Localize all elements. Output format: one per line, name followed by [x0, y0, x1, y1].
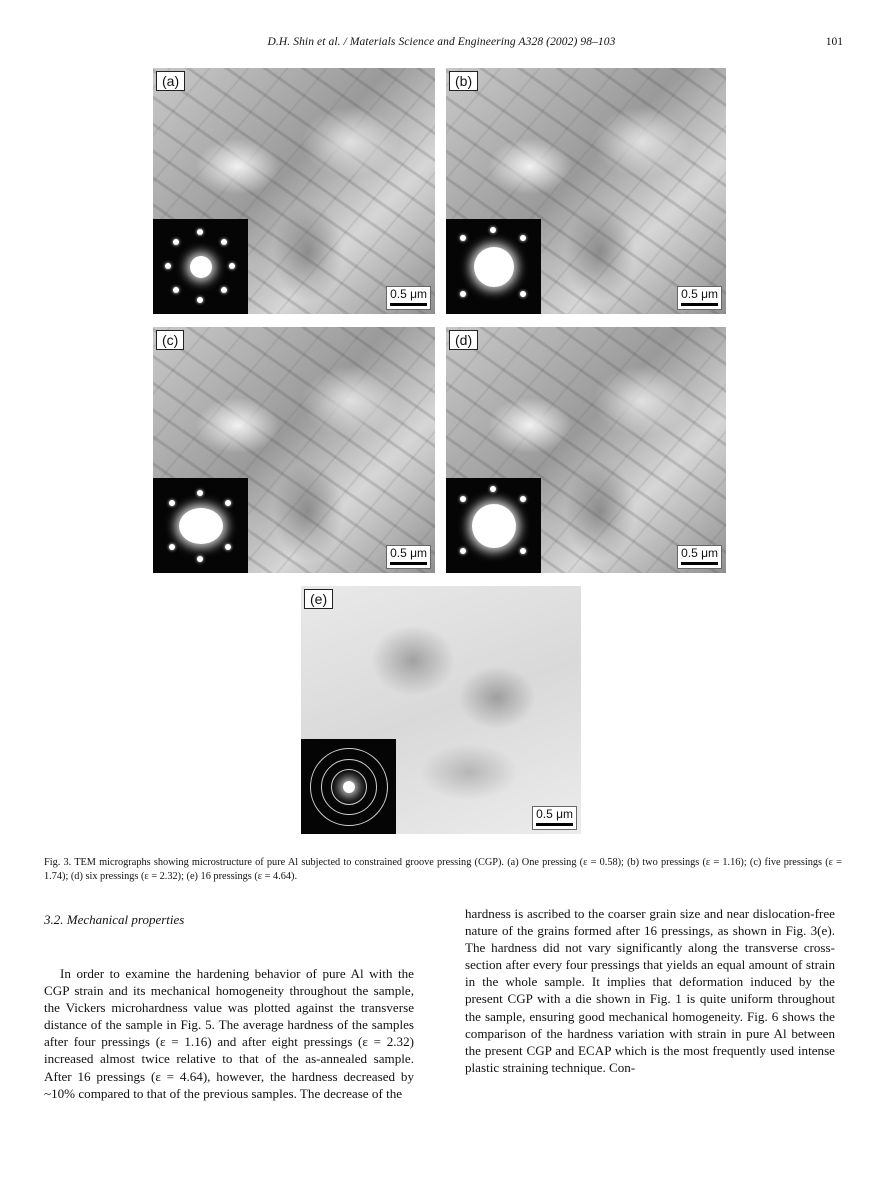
panel-label: (c) [156, 330, 184, 350]
diffraction-pattern-inset [153, 219, 248, 314]
micrograph-panel-a [153, 68, 435, 314]
scale-bar: 0.5 μm [532, 806, 577, 830]
scale-bar: 0.5 μm [386, 286, 431, 310]
scale-bar: 0.5 μm [677, 286, 722, 310]
running-header: D.H. Shin et al. / Materials Science and Engineering A328 (2002) 98–103 [267, 36, 616, 48]
scale-bar: 0.5 μm [386, 545, 431, 569]
section-heading: 3.2. Mechanical properties [44, 912, 185, 927]
figure-caption: Fig. 3. TEM micrographs showing microstructure of pure Al subjected to constrained groove pressing (CGP). (a) One pressing (ε = 0.58); (b) two pressings (ε = 1.16); (c) five pressings (ε = 1.74); (d) six pressings (ε = 2.32); (e) 16 pressings (ε = 4.64). [44, 857, 842, 882]
micrograph-panel-c [153, 327, 435, 573]
panel-label: (e) [304, 589, 333, 609]
micrograph-panel-d [446, 327, 726, 573]
diffraction-pattern-inset [301, 739, 396, 834]
diffraction-pattern-inset [446, 478, 541, 573]
diffraction-pattern-inset [446, 219, 541, 314]
body-text-right-column: hardness is ascribed to the coarser grain size and near dislocation-free nature of the grains formed after 16 pressings, as shown in Fig. 3(e). The hardness did not vary significantly along the transverse cross-section after every four pressings that yields an equal amount of strain in the whole sample. It implies that deformation induced by the present CGP with a die shown in Fig. 1 is quite uniform throughout the sample, ensuring good mechanical homogeneity. Fig. 6 shows the comparison of the hardness variation with strain in pure Al between the present CGP and ECAP which is the most frequently used intense plastic straining technique. Con- [465, 906, 835, 1075]
panel-label: (b) [449, 71, 478, 91]
page-number: 101 [825, 36, 843, 48]
scale-bar: 0.5 μm [677, 545, 722, 569]
body-text-left-column: In order to examine the hardening behavior of pure Al with the CGP strain and its mechanical homogeneity throughout the sample, the Vickers microhardness value was plotted against the transverse distance of the sample in Fig. 5. The average hardness of the samples after four pressings (ε = 1.16) and after eight pressings (ε = 2.32) increased almost twice relative to that of the as-annealed sample. After 16 pressings (ε = 4.64), however, the hardness decreased by ~10% compared to that of the previous samples. The decrease of the [44, 966, 414, 1101]
panel-label: (d) [449, 330, 478, 350]
micrograph-panel-e [301, 586, 581, 834]
panel-label: (a) [156, 71, 185, 91]
micrograph-panel-b [446, 68, 726, 314]
diffraction-pattern-inset [153, 478, 248, 573]
